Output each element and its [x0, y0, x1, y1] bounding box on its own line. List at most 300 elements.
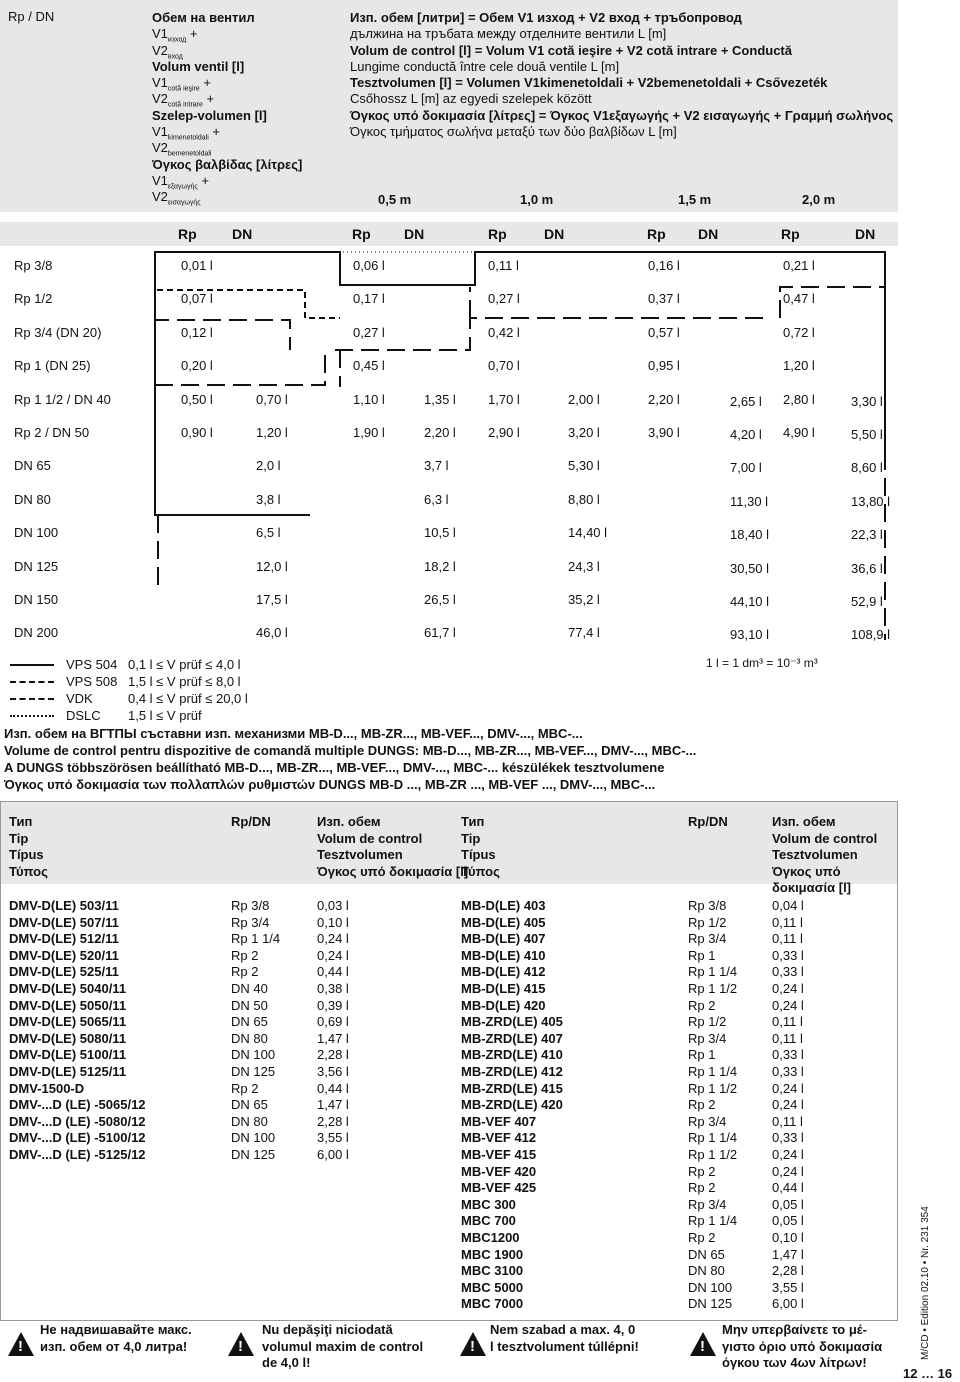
type-name: MBC 700 — [461, 1213, 516, 1229]
valve-legend-line: $V1_{изход}$ + — [152, 26, 198, 44]
valve-legend-line: $V1_{\varepsilon\xi\alpha\gamma\omega\gamma ή\varsigma}$ + — [152, 172, 209, 191]
type-volume: 2,28 l — [772, 1263, 804, 1279]
warning-line: изп. обем от 4,0 литра! — [40, 1338, 188, 1354]
volume-cell: 0,70 l — [488, 358, 520, 374]
col-header: Rp — [781, 226, 800, 242]
type-rpdn: DN 50 — [231, 997, 268, 1013]
volume-cell: 77,4 l — [568, 625, 600, 641]
volume-cell: 0,57 l — [648, 324, 680, 340]
volume-cell: 17,5 l — [256, 592, 288, 607]
head-vol-line: Όγκος υπό δοκιμασία [l] — [772, 863, 852, 895]
type-name: MB-D(LE) 412 — [461, 964, 546, 980]
subscript: cotă intrare — [167, 102, 203, 110]
type-volume: 0,33 l — [772, 1047, 804, 1063]
col-header: DN — [404, 226, 425, 242]
type-rpdn: Rp 3/4 — [688, 931, 727, 947]
volume-cell: 1,20 l — [256, 425, 288, 440]
type-name: MBC 300 — [461, 1196, 516, 1212]
vdk-boundary-5 — [780, 287, 885, 320]
volume-cell: 1,20 l — [783, 358, 815, 374]
type-rpdn: Rp 3/4 — [688, 1113, 727, 1129]
formula-line: Όγκος τμήματος σωλήνα μεταξύ των δύο βαλβίδων L [m] — [350, 124, 677, 140]
legend-range: 1,5 l ≤ V prüf ≤ 8,0 l — [128, 674, 241, 689]
volume-cell: 0,95 l — [648, 358, 680, 374]
col-header: DN — [855, 226, 876, 242]
volume-cell: 26,5 l — [424, 592, 456, 607]
head-vol-line: Volum de control — [317, 830, 423, 846]
volume-cell: 14,40 l — [568, 525, 608, 541]
type-name: DMV-D(LE) 5050/11 — [9, 997, 127, 1013]
volume-cell: 11,30 l — [730, 493, 769, 509]
legend-swatch — [10, 715, 54, 717]
row-label: Rp 3/4 (DN 20) — [14, 324, 102, 340]
row-label: Rp 1 (DN 25) — [14, 358, 91, 374]
type-name: MB-ZRD(LE) 410 — [461, 1047, 563, 1063]
head-vol-line: Изп. обем — [317, 814, 381, 829]
volume-cell: 0,47 l — [783, 291, 815, 307]
type-rpdn: Rp 2 — [688, 1180, 716, 1196]
head-type-line: Тип — [461, 814, 485, 829]
row-label: DN 150 — [14, 592, 59, 607]
type-volume: 0,44 l — [772, 1180, 804, 1196]
legend-name: DSLC — [66, 708, 101, 723]
valve-legend-line: Обем на вентил — [152, 10, 255, 25]
type-rpdn: Rp 1 1/4 — [688, 1130, 738, 1146]
type-rpdn: Rp 1 — [688, 947, 716, 963]
warning-line: Μην υπερβαίνετε το μέ- — [722, 1322, 868, 1337]
type-name: DMV-...D (LE) -5080/12 — [9, 1113, 146, 1129]
head-type-line: Τύπος — [9, 863, 48, 879]
type-volume: 0,44 l — [317, 1080, 349, 1096]
volume-cell: 44,10 l — [730, 594, 770, 609]
warning-line: volumul maxim de control — [262, 1338, 424, 1354]
type-volume: 0,11 l — [772, 1113, 803, 1129]
volume-cell: 3,30 l — [851, 393, 883, 409]
type-name: DMV-D(LE) 5080/11 — [9, 1030, 127, 1046]
warning-line: γιστο όριο υπό δοκιμασία — [722, 1338, 883, 1354]
type-volume: 1,47 l — [772, 1246, 804, 1262]
row-label: Rp 1/2 — [14, 291, 53, 307]
col-header: DN — [698, 226, 719, 242]
type-name: MBC 5000 — [461, 1279, 524, 1295]
volume-cell: 3,7 l — [424, 458, 449, 474]
row-label: DN 100 — [14, 525, 59, 541]
head-type-line: Тип — [9, 814, 33, 829]
type-rpdn: Rp 1 1/4 — [688, 1064, 738, 1079]
formula-line: Tesztvolumen [l] = Volumen V1kimenetoldali + V2bemenetoldali + Csővezeték — [350, 75, 828, 91]
type-rpdn: DN 65 — [231, 1097, 268, 1113]
legend-swatch — [10, 664, 54, 666]
type-name: MB-D(LE) 407 — [461, 931, 546, 947]
type-rpdn: DN 65 — [231, 1014, 268, 1030]
multi-note-line: A DUNGS többszörösen beállítható MB-D..., MB-ZR..., MB-VEF..., DMV-..., MBC-... készülékek tesztvolumene — [4, 760, 665, 775]
legend-range: 0,4 l ≤ V prüf ≤ 20,0 l — [128, 691, 248, 706]
volume-cell: 0,20 l — [181, 358, 213, 374]
col-header: Rp — [352, 226, 371, 242]
formula-line: Lungime conductă între cele două ventile L [m] — [350, 58, 620, 74]
warning-icon — [8, 1332, 34, 1356]
type-rpdn: Rp 1/2 — [688, 1014, 727, 1030]
col-header: DN — [544, 226, 565, 242]
head-vol-line: Tesztvolumen — [772, 847, 858, 862]
type-volume: 0,69 l — [317, 1014, 349, 1030]
type-volume: 0,11 l — [772, 914, 803, 930]
head-rpdn: Rp/DN — [231, 814, 271, 829]
warning-icon — [228, 1332, 254, 1356]
type-name: DMV-D(LE) 520/11 — [9, 947, 119, 963]
warning-text — [490, 1322, 639, 1378]
volume-cell: 2,20 l — [648, 391, 680, 407]
type-name: MBC1200 — [461, 1230, 520, 1245]
head-vol-line: Tesztvolumen — [317, 847, 403, 862]
head-vol-line: Изп. обем — [772, 814, 836, 829]
subscript: вход — [167, 53, 183, 61]
type-name: DMV-...D (LE) -5100/12 — [9, 1130, 146, 1146]
head-rpdn: Rp/DN — [688, 814, 728, 829]
formula-line: Csőhossz L [m] az egyedi szelepek között — [350, 91, 592, 107]
volume-cell: 3,20 l — [568, 425, 600, 440]
type-name: DMV-D(LE) 525/11 — [9, 964, 119, 980]
valve-legend-line: $V1_{cotă ieşire}$ + — [152, 75, 212, 93]
type-name: MB-VEF 420 — [461, 1163, 537, 1179]
warning-text — [40, 1322, 192, 1378]
valve-legend-line: $V2_{вход}$ — [152, 42, 183, 61]
type-rpdn: Rp 1 — [688, 1047, 716, 1063]
type-name: DMV-...D (LE) -5065/12 — [9, 1097, 146, 1113]
type-rpdn: Rp 3/4 — [688, 1196, 727, 1212]
valve-legend-line: $V1_{kimenetoldali}$ + — [152, 124, 220, 142]
head-type — [461, 814, 500, 880]
type-rpdn: Rp 2 — [231, 964, 259, 980]
volume-cell: 0,42 l — [488, 324, 520, 340]
type-name: MB-ZRD(LE) 415 — [461, 1080, 563, 1096]
warning-line: Не надвишавайте макс. — [40, 1322, 192, 1337]
type-volume: 0,10 l — [317, 914, 349, 930]
legend-swatch — [10, 698, 54, 700]
type-volume: 0,33 l — [772, 964, 804, 980]
edition-label: M/CD • Edition 02.10 • Nr. 231 354 — [920, 1206, 931, 1360]
type-name: MB-ZRD(LE) 420 — [461, 1097, 563, 1113]
volume-cell: 0,70 l — [256, 391, 288, 407]
type-rpdn: Rp 1 1/4 — [231, 931, 281, 947]
head-vol-line: Volum de control — [772, 830, 878, 846]
col-header: Rp — [178, 226, 197, 242]
type-rpdn: DN 65 — [688, 1246, 725, 1262]
volume-cell: 10,5 l — [424, 525, 456, 541]
type-name: MB-D(LE) 415 — [461, 981, 546, 996]
row-label: DN 65 — [14, 458, 51, 474]
type-rpdn: Rp 1 1/2 — [688, 981, 738, 996]
type-volume: 1,47 l — [317, 1097, 349, 1113]
volume-cell: 12,0 l — [256, 558, 288, 574]
vps508-boundary — [155, 290, 340, 318]
legend-range: 0,1 l ≤ V prüf ≤ 4,0 l — [128, 657, 241, 672]
valve-legend-line: $V2_{cotă intrare}$ + — [152, 91, 215, 110]
type-rpdn: Rp 2 — [231, 947, 259, 963]
length-label: 1,0 m — [520, 192, 554, 207]
volume-cell: 2,90 l — [488, 425, 520, 440]
type-volume: 0,24 l — [772, 1080, 804, 1096]
formula-line: дължина на тръбата между отделните вентили L [m] — [350, 26, 667, 42]
type-volume: 0,05 l — [772, 1196, 804, 1212]
type-rpdn: DN 80 — [231, 1113, 268, 1129]
type-volume: 0,03 l — [317, 898, 349, 913]
volume-cell: 4,90 l — [783, 425, 815, 440]
type-rpdn: DN 100 — [688, 1279, 733, 1295]
vdk-boundary-3 — [155, 355, 325, 385]
warning-text — [722, 1322, 882, 1378]
type-volume: 0,24 l — [317, 947, 349, 963]
volume-cell: 6,5 l — [256, 525, 281, 541]
subscript: εισαγωγής — [167, 199, 201, 207]
vdk-boundary-4 — [335, 318, 770, 350]
volume-cell: 0,01 l — [181, 258, 213, 273]
valve-legend-line: $V2_{\varepsilon\iota\sigma\alpha\gamma\omega\gamma ή\varsigma}$ — [152, 189, 201, 207]
type-rpdn: DN 100 — [231, 1047, 276, 1063]
multi-note-line: Volume de control pentru dispozitive de comandă multiple DUNGS: MB-D..., MB-ZR..., MB-VEF..., DMV-..., MBC-... — [4, 743, 697, 758]
volume-cell: 0,21 l — [783, 258, 815, 273]
type-rpdn: Rp 3/4 — [231, 914, 270, 930]
volume-cell: 2,80 l — [783, 391, 815, 407]
type-volume: 0,11 l — [772, 931, 803, 947]
multi-note-line: Изп. обем на ВГТПЫ съставни изп. механизми MB-D..., MB-ZR..., MB-VEF..., DMV-..., MBC-... — [4, 726, 583, 741]
volume-cell: 0,16 l — [648, 258, 680, 273]
type-rpdn: DN 80 — [231, 1030, 268, 1046]
volume-cell: 18,40 l — [730, 527, 770, 543]
row-label: DN 80 — [14, 491, 51, 507]
volume-cell: 4,20 l — [730, 427, 762, 442]
volume-cell: 1,70 l — [488, 391, 520, 407]
volume-cell: 5,50 l — [851, 427, 883, 442]
warning-icon — [690, 1332, 716, 1356]
volume-cell: 0,12 l — [181, 324, 213, 340]
volume-cell: 0,37 l — [648, 291, 680, 307]
type-rpdn: Rp 2 — [688, 1230, 716, 1245]
row-label: Rp 3/8 — [14, 258, 53, 273]
type-rpdn: Rp 2 — [688, 997, 716, 1013]
type-volume: 2,28 l — [317, 1113, 349, 1129]
type-name: MBC 1900 — [461, 1246, 524, 1262]
legend-name: VDK — [66, 691, 93, 706]
legend-name: VPS 508 — [66, 674, 118, 689]
volume-cell: 5,30 l — [568, 458, 600, 474]
type-volume: 0,04 l — [772, 898, 804, 913]
volume-cell: 13,80 l — [851, 493, 891, 509]
volume-cell: 36,6 l — [851, 560, 883, 576]
volume-cell: 0,06 l — [353, 258, 385, 273]
type-rpdn: Rp 2 — [688, 1097, 716, 1113]
legend-range: 1,5 l ≤ V prüf — [128, 708, 202, 723]
type-name: DMV-...D (LE) -5125/12 — [9, 1147, 146, 1162]
type-name: MB-ZRD(LE) 407 — [461, 1030, 563, 1046]
volume-cell: 8,60 l — [851, 460, 883, 476]
volume-cell: 1,35 l — [424, 391, 456, 407]
volume-cell: 8,80 l — [568, 491, 600, 507]
type-volume: 0,44 l — [317, 964, 349, 980]
type-rpdn: DN 100 — [231, 1130, 276, 1146]
type-rpdn: Rp 1 1/4 — [688, 964, 738, 980]
valve-legend-line: Szelep-volumen [l] — [152, 107, 267, 123]
type-rpdn: Rp 2 — [231, 1080, 259, 1096]
row-label: DN 125 — [14, 558, 59, 574]
type-table — [0, 801, 898, 1321]
type-rpdn: Rp 2 — [688, 1163, 716, 1179]
head-type-line: Τύπος — [461, 863, 500, 879]
type-name: MB-VEF 407 — [461, 1113, 537, 1129]
warning-icon — [460, 1332, 486, 1356]
type-rpdn: Rp 3/8 — [688, 898, 727, 913]
head-type — [9, 814, 48, 880]
volume-cell: 46,0 l — [256, 625, 288, 641]
volume-cell: 7,00 l — [730, 460, 762, 476]
type-volume: 3,55 l — [317, 1130, 349, 1146]
unit-note: 1 l = 1 dm³ = 10⁻³ m³ — [706, 656, 818, 670]
type-rpdn: Rp 3/8 — [231, 898, 270, 913]
vps504-boundary — [155, 252, 885, 455]
warning-line: Nu depăşiţi niciodată — [262, 1322, 393, 1337]
volume-cell: 0,27 l — [353, 324, 385, 340]
volume-cell: 0,07 l — [181, 291, 213, 307]
volume-cell: 0,90 l — [181, 425, 213, 440]
corner-label: Rp / DN — [8, 9, 55, 24]
type-rpdn: DN 125 — [231, 1064, 276, 1079]
volume-cell: 108,9 l — [851, 627, 891, 643]
type-rpdn: DN 80 — [688, 1263, 725, 1279]
type-volume: 3,56 l — [317, 1064, 349, 1079]
type-name: MB-D(LE) 420 — [461, 997, 546, 1013]
valve-legend-line: Όγκος βαλβίδας [λίτρες] — [152, 156, 303, 172]
type-name: DMV-D(LE) 5040/11 — [9, 981, 127, 996]
type-rpdn: DN 125 — [688, 1296, 733, 1312]
type-volume: 1,47 l — [317, 1030, 349, 1046]
volume-cell: 2,0 l — [256, 458, 281, 474]
subscript: bemenetoldali — [167, 150, 212, 158]
type-volume: 6,00 l — [317, 1147, 349, 1162]
type-rpdn: Rp 3/4 — [688, 1030, 727, 1046]
volume-cell: 93,10 l — [730, 627, 770, 643]
type-name: MB-D(LE) 410 — [461, 947, 546, 963]
volume-cell: 24,3 l — [568, 558, 600, 574]
subscript: изход — [167, 36, 187, 44]
type-name: MB-ZRD(LE) 412 — [461, 1064, 563, 1079]
subscript: cotă ieşire — [167, 85, 200, 93]
row-label: DN 200 — [14, 625, 59, 641]
page-number: 12 … 16 — [903, 1366, 953, 1381]
length-label: 0,5 m — [378, 192, 412, 207]
type-name: MB-VEF 425 — [461, 1180, 537, 1196]
valve-legend-line: Volum ventil [l] — [152, 58, 245, 74]
volume-cell: 2,20 l — [424, 425, 456, 440]
type-name: MB-VEF 415 — [461, 1147, 537, 1162]
volume-cell: 0,27 l — [488, 291, 520, 307]
col-header: Rp — [488, 226, 507, 242]
volume-cell: 52,9 l — [851, 594, 883, 609]
type-volume: 0,11 l — [772, 1030, 803, 1046]
type-name: DMV-D(LE) 503/11 — [9, 898, 119, 913]
type-volume: 0,24 l — [317, 931, 349, 947]
volume-cell: 3,8 l — [256, 491, 281, 507]
type-name: MBC 7000 — [461, 1296, 524, 1312]
volume-cell: 0,45 l — [353, 358, 385, 374]
subscript: kimenetoldali — [167, 134, 209, 142]
type-volume: 0,11 l — [772, 1014, 803, 1030]
type-volume: 0,24 l — [772, 1097, 804, 1113]
type-volume: 0,33 l — [772, 1130, 804, 1146]
type-volume: 0,33 l — [772, 947, 804, 963]
volume-cell: 0,17 l — [353, 291, 385, 307]
valve-legend-line: $V2_{bemenetoldali}$ — [152, 140, 212, 158]
volume-cell: 0,11 l — [488, 258, 519, 273]
volume-cell: 1,90 l — [353, 425, 385, 440]
col-header: Rp — [647, 226, 666, 242]
type-rpdn: Rp 1 1/2 — [688, 1080, 738, 1096]
head-type-line: Típus — [461, 847, 496, 862]
volume-cell: 35,2 l — [568, 592, 600, 607]
type-volume: 0,39 l — [317, 997, 349, 1013]
legend-name: VPS 504 — [66, 657, 118, 672]
type-name: DMV-D(LE) 512/11 — [9, 931, 119, 947]
col-header: DN — [232, 226, 253, 242]
volume-cell: 0,72 l — [783, 324, 815, 340]
formula-line: Όγκος υπό δοκιμασία [λίτρες] = Όγκος V1εξαγωγής + V2 εισαγωγής + Γραμμή σωλήνος — [350, 107, 894, 123]
type-rpdn: DN 40 — [231, 981, 268, 996]
type-volume: 0,24 l — [772, 1147, 804, 1162]
row-label: Rp 1 1/2 / DN 40 — [14, 391, 111, 407]
warning-line: όγκου των 4ων λίτρων! — [722, 1355, 867, 1370]
row-label: Rp 2 / DN 50 — [14, 425, 90, 440]
multi-note-line: Όγκος υπό δοκιμασία των πολλαπλών ρυθμιστών DUNGS MB-D ..., MB-ZR ..., MB-VEF ..., DMV-..., MBC-... — [4, 777, 656, 792]
volume-cell: 1,10 l — [353, 391, 385, 407]
vps504-boundary-left — [155, 282, 310, 515]
type-volume: 0,24 l — [772, 981, 804, 996]
type-volume: 0,05 l — [772, 1213, 804, 1229]
warning-line: Nem szabad a max. 4, 0 — [490, 1322, 636, 1337]
head-vol — [317, 814, 468, 880]
type-rpdn: DN 125 — [231, 1147, 276, 1162]
multi-device-note — [4, 725, 696, 793]
type-volume: 3,55 l — [772, 1279, 804, 1295]
type-name: MB-D(LE) 405 — [461, 914, 546, 930]
type-name: DMV-D(LE) 5100/11 — [9, 1047, 127, 1063]
head-type-line: Típus — [9, 847, 44, 862]
type-name: DMV-1500-D — [9, 1080, 85, 1096]
type-volume: 0,38 l — [317, 981, 349, 996]
volume-cell: 61,7 l — [424, 625, 456, 641]
volume-cell: 30,50 l — [730, 560, 770, 576]
volume-cell: 6,3 l — [424, 491, 449, 507]
warning-line: l tesztvolument túllépni! — [490, 1338, 639, 1354]
head-vol — [772, 814, 897, 897]
type-rpdn: Rp 1 1/4 — [688, 1213, 738, 1229]
type-rpdn: Rp 1 1/2 — [688, 1147, 738, 1162]
vdk-boundary — [155, 320, 290, 350]
volume-cell: 18,2 l — [424, 558, 456, 574]
head-type-line: Tip — [461, 830, 481, 846]
formula-line: Volum de control [l] = Volum V1 cotă ieşire + V2 cotă intrare + Conductă — [350, 42, 792, 58]
type-rpdn: Rp 1/2 — [688, 914, 727, 930]
volume-cell: 2,65 l — [730, 393, 762, 409]
length-label: 2,0 m — [802, 192, 836, 207]
volume-cell: 0,50 l — [181, 391, 213, 407]
warning-text — [262, 1322, 423, 1378]
subscript: εξαγωγής — [167, 183, 198, 191]
type-name: MB-VEF 412 — [461, 1130, 537, 1146]
type-name: MB-ZRD(LE) 405 — [461, 1014, 563, 1030]
legend-swatch — [10, 681, 54, 683]
head-type-line: Tip — [9, 830, 29, 846]
type-name: DMV-D(LE) 5065/11 — [9, 1014, 127, 1030]
type-volume: 0,24 l — [772, 997, 804, 1013]
